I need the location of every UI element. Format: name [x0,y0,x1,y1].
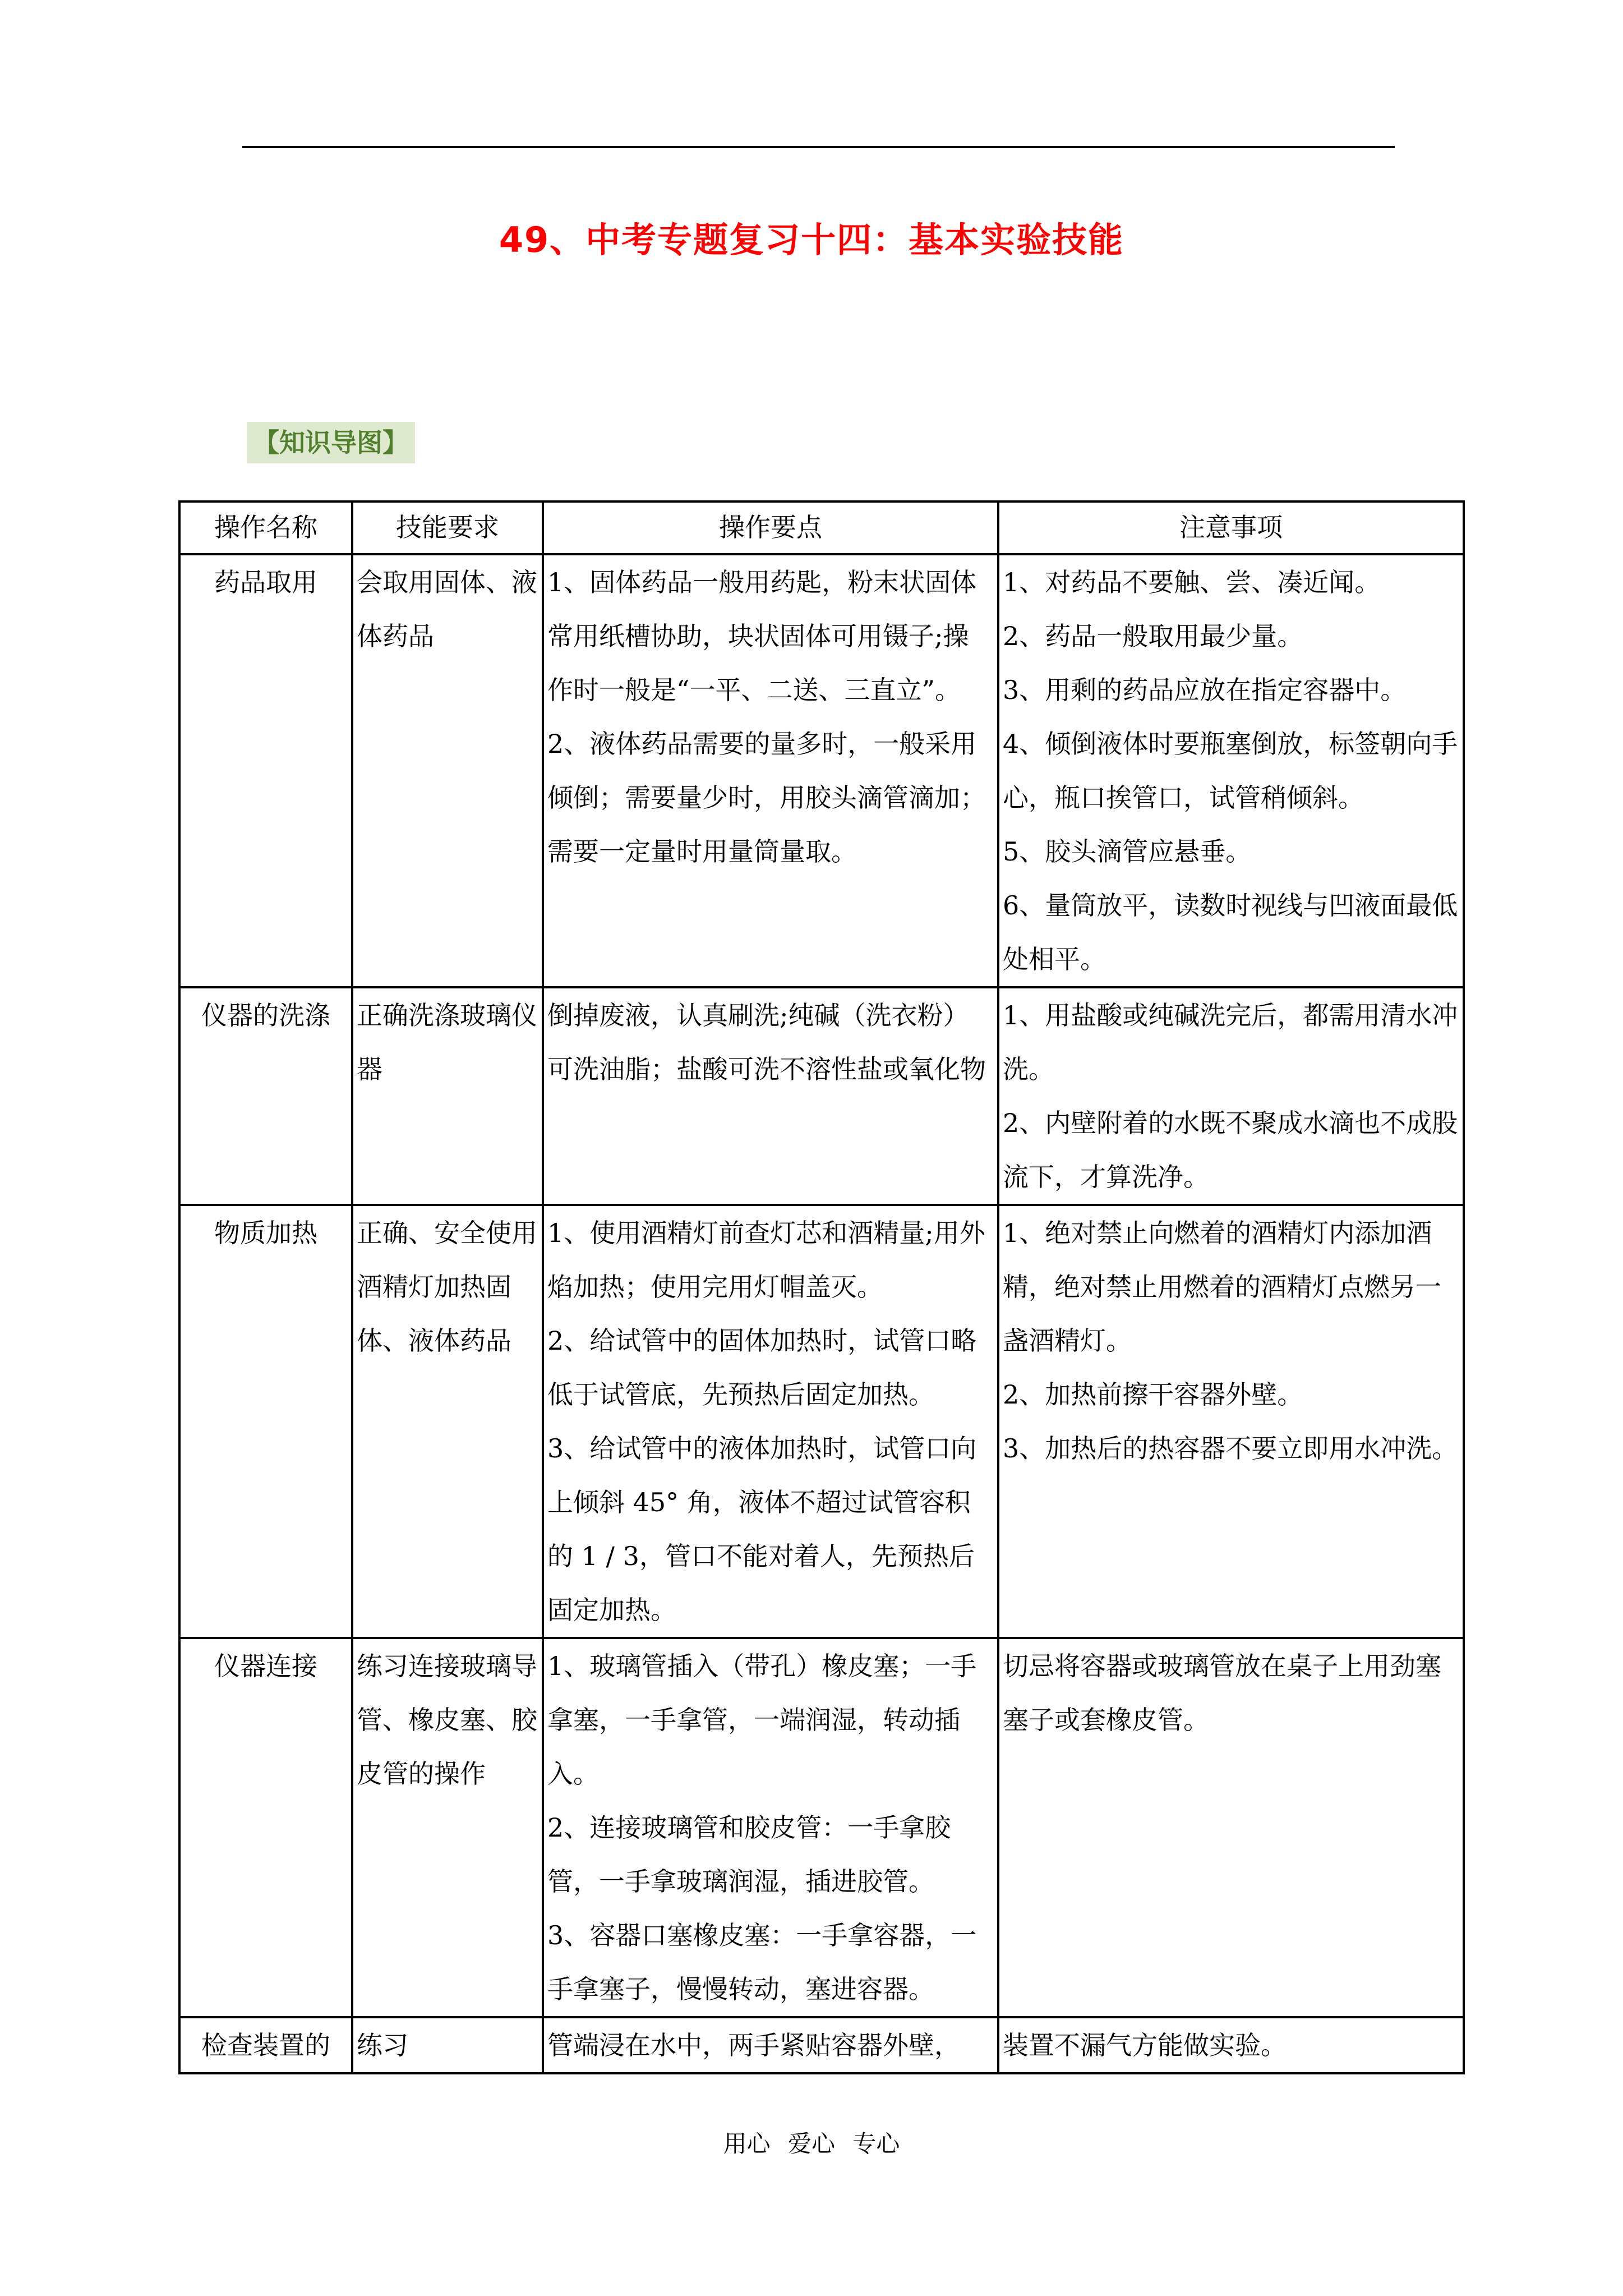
note-item: 1、绝对禁止向燃着的酒精灯内添加酒精，绝对禁止用燃着的酒精灯点燃另一盏酒精灯。 [1003,1218,1441,1356]
row-notes [998,1638,1464,2017]
header-notes: 注意事项 [998,501,1464,554]
note-item: 3、用剩的药品应放在指定容器中。 [1003,675,1407,705]
header-rule [242,146,1395,148]
note-item: 1、对药品不要触、尝、凑近闻。 [1003,567,1381,597]
row-notes [998,1205,1464,1638]
point-item: 1、使用酒精灯前查灯芯和酒精量;用外焰加热；使用完用灯帽盖灭。 [547,1218,985,1302]
table-header-row [179,501,1464,554]
point-item: 3、容器口塞橡皮塞：一手拿容器，一手拿塞子，慢慢转动，塞进容器。 [547,1920,977,2004]
row-operation-name: 物质加热 [179,1205,352,1638]
row-notes [998,987,1464,1205]
point-item: 2、液体药品需要的量多时，一般采用倾倒；需要量少时，用胶头滴管滴加；需要一定量时用量筒量取。 [547,729,986,867]
note-item: 3、加热后的热容器不要立即用水冲洗。 [1003,1433,1458,1464]
point-item: 1、玻璃管插入（带孔）橡皮塞；一手拿塞，一手拿管，一端润湿，转动插入。 [547,1651,977,1789]
row-points [543,1638,998,2017]
table-row [179,554,1464,987]
note-item: 6、量筒放平，读数时视线与凹液面最低处相平。 [1003,890,1458,974]
header-operation-name: 操作名称 [179,501,352,554]
row-skill: 练习连接玻璃导管、橡皮塞、胶皮管的操作 [352,1638,543,2017]
section-label: 【知识导图】 [247,422,415,463]
row-notes [998,2017,1464,2073]
point-item: 1、固体药品一般用药匙，粉末状固体常用纸槽协助，块状固体可用镊子;操作时一般是“一平、二送、三直立”。 [547,567,977,705]
table-row [179,2017,1464,2073]
point-item: 倒掉废液，认真刷洗;纯碱（洗衣粉）可洗油脂；盐酸可洗不溶性盐或氧化物 [547,1000,986,1084]
note-item: 2、加热前擦干容器外壁。 [1003,1379,1303,1410]
table-row [179,987,1464,1205]
note-item: 1、用盐酸或纯碱洗完后，都需用清水冲洗。 [1003,1000,1458,1084]
row-operation-name: 仪器连接 [179,1638,352,2017]
header-operation-points: 操作要点 [543,501,998,554]
table-row [179,1638,1464,2017]
note-item: 装置不漏气方能做实验。 [1003,2030,1287,2060]
row-points [543,1205,998,1638]
row-operation-name: 仪器的洗涤 [179,987,352,1205]
point-item: 2、连接玻璃管和胶皮管：一手拿胶管，一手拿玻璃润湿，插进胶管。 [547,1812,951,1897]
skills-table [178,500,1465,2074]
note-item: 2、内壁附着的水既不聚成水滴也不成股流下，才算洗净。 [1003,1108,1458,1192]
header-skill-requirement: 技能要求 [352,501,543,554]
point-item: 管端浸在水中，两手紧贴容器外壁， [547,2030,960,2060]
page-footer: 用心 爱心 专心 [723,2130,900,2157]
row-points [543,987,998,1205]
row-operation-name: 药品取用 [179,554,352,987]
row-skill: 正确、安全使用酒精灯加热固体、液体药品 [352,1205,543,1638]
page-title: 49、中考专题复习十四：基本实验技能 [499,219,1124,260]
row-skill: 练习 [352,2017,543,2073]
note-item: 5、胶头滴管应悬垂。 [1003,836,1252,867]
point-item: 2、给试管中的固体加热时，试管口略低于试管底，先预热后固定加热。 [547,1326,977,1410]
note-item: 切忌将容器或玻璃管放在桌子上用劲塞塞子或套橡皮管。 [1003,1651,1441,1735]
row-points [543,554,998,987]
row-points [543,2017,998,2073]
note-item: 4、倾倒液体时要瓶塞倒放，标签朝向手心，瓶口挨管口，试管稍倾斜。 [1003,729,1458,813]
note-item: 2、药品一般取用最少量。 [1003,621,1303,651]
row-operation-name: 检查装置的 [179,2017,352,2073]
row-notes [998,554,1464,987]
row-skill: 会取用固体、液体药品 [352,554,543,987]
table-row [179,1205,1464,1638]
point-item: 3、给试管中的液体加热时，试管口向上倾斜 45° 角，液体不超过试管容积的 1 / 3，管口不能对着人，先预热后固定加热。 [547,1433,977,1625]
row-skill: 正确洗涤玻璃仪器 [352,987,543,1205]
